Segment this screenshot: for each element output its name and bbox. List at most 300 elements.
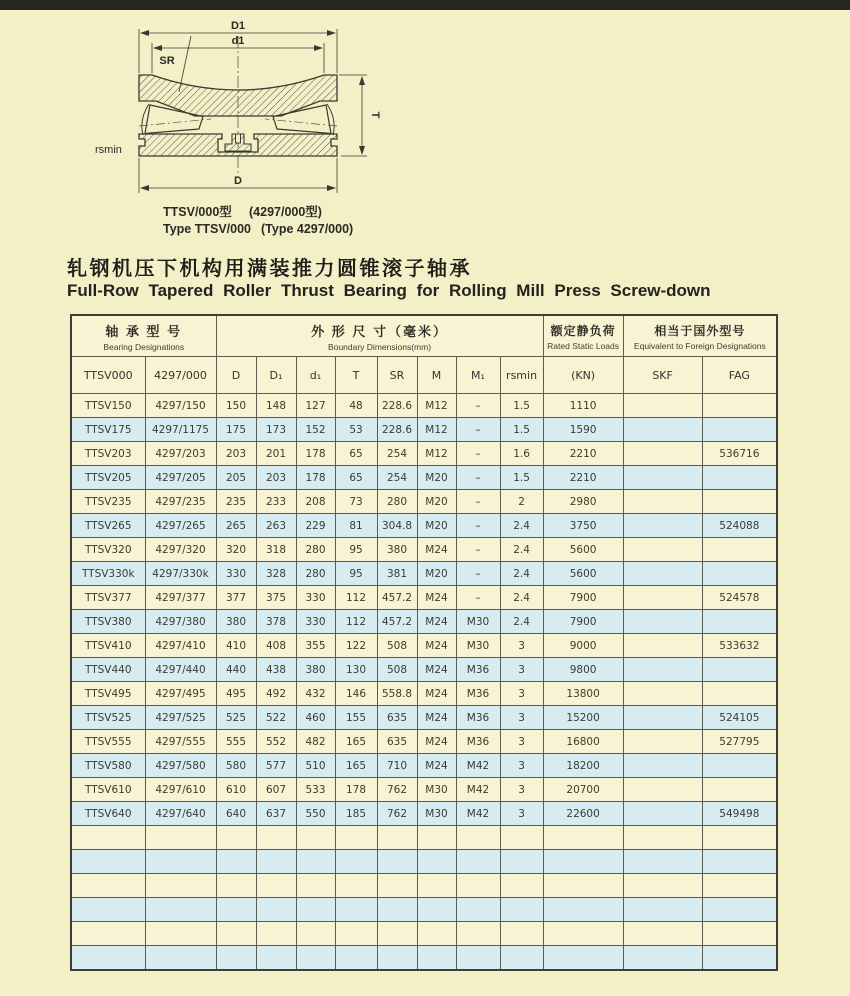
- table-cell: 330: [216, 562, 256, 586]
- table-cell: 2210: [543, 442, 623, 466]
- table-cell: 53: [335, 418, 377, 442]
- table-cell: 1110: [543, 394, 623, 418]
- table-cell: [702, 850, 777, 874]
- col-header-4297-000: 4297/000: [145, 357, 216, 394]
- dim-label-SR: SR: [159, 55, 175, 67]
- caption-type-en: Type TTSV/000: [163, 222, 251, 236]
- table-cell: [623, 418, 702, 442]
- table-cell: 233: [256, 490, 296, 514]
- table-cell: [216, 898, 256, 922]
- bearing-diagram-svg: [95, 16, 395, 208]
- table-cell: 377: [216, 586, 256, 610]
- table-cell: M24: [417, 634, 456, 658]
- table-cell: [335, 922, 377, 946]
- table-cell: 152: [296, 418, 335, 442]
- table-cell: 610: [216, 778, 256, 802]
- col-header-D: D: [216, 357, 256, 394]
- table-cell: [623, 922, 702, 946]
- dim-label-T: T: [369, 111, 381, 119]
- table-cell: [417, 922, 456, 946]
- table-cell: [335, 898, 377, 922]
- header-bearing-designations: [71, 315, 216, 357]
- table-cell: [623, 802, 702, 826]
- table-cell: 408: [256, 634, 296, 658]
- table-cell: [256, 922, 296, 946]
- table-row: [71, 586, 777, 610]
- table-cell: [216, 826, 256, 850]
- table-cell: 380: [216, 610, 256, 634]
- table-cell: [623, 730, 702, 754]
- table-cell: [623, 538, 702, 562]
- table-cell: 280: [296, 562, 335, 586]
- table-cell: TTSV555: [71, 730, 145, 754]
- table-cell: 203: [256, 466, 296, 490]
- table-cell: M36: [456, 706, 500, 730]
- table-cell: [702, 610, 777, 634]
- table-cell: 495: [216, 682, 256, 706]
- table-cell: 4297/440: [145, 658, 216, 682]
- table-cell: [256, 946, 296, 971]
- table-cell: [417, 850, 456, 874]
- table-cell: [256, 874, 296, 898]
- table-row: [71, 442, 777, 466]
- page-title-zh: 轧钢机压下机构用满装推力圆锥滚子轴承: [67, 258, 472, 280]
- table-cell: 254: [377, 466, 417, 490]
- table-cell: [145, 898, 216, 922]
- table-cell: [543, 898, 623, 922]
- table-row: [71, 562, 777, 586]
- col-header-D1: D₁: [256, 357, 296, 394]
- col-header-SR: SR: [377, 357, 417, 394]
- table-cell: 228.6: [377, 418, 417, 442]
- table-cell: 280: [296, 538, 335, 562]
- table-cell: 482: [296, 730, 335, 754]
- table-cell: TTSV205: [71, 466, 145, 490]
- table-cell: TTSV440: [71, 658, 145, 682]
- table-cell: 9000: [543, 634, 623, 658]
- table-cell: TTSV265: [71, 514, 145, 538]
- table-row-empty: [71, 898, 777, 922]
- table-cell: 304.8: [377, 514, 417, 538]
- table-cell: –: [456, 538, 500, 562]
- table-cell: [71, 922, 145, 946]
- table-cell: TTSV495: [71, 682, 145, 706]
- table-row-empty: [71, 946, 777, 971]
- diagram-caption: [163, 204, 353, 238]
- table-cell: 375: [256, 586, 296, 610]
- table-cell: M12: [417, 442, 456, 466]
- table-cell: 762: [377, 802, 417, 826]
- table-cell: 148: [256, 394, 296, 418]
- table-cell: TTSV580: [71, 754, 145, 778]
- table-cell: [702, 946, 777, 971]
- table-cell: [702, 466, 777, 490]
- table-cell: 549498: [702, 802, 777, 826]
- table-cell: [71, 898, 145, 922]
- table-cell: [456, 898, 500, 922]
- table-cell: M24: [417, 706, 456, 730]
- table-cell: 4297/380: [145, 610, 216, 634]
- dim-label-rsmin: rsmin: [95, 144, 122, 156]
- table-cell: 175: [216, 418, 256, 442]
- table-cell: 508: [377, 634, 417, 658]
- table-cell: 525: [216, 706, 256, 730]
- header-bearing-designations-en: Bearing Designations: [103, 341, 185, 352]
- table-cell: 2.4: [500, 514, 543, 538]
- table-cell: 18200: [543, 754, 623, 778]
- table-cell: 410: [216, 634, 256, 658]
- table-cell: 5600: [543, 562, 623, 586]
- table-cell: 457.2: [377, 610, 417, 634]
- table-cell: 15200: [543, 706, 623, 730]
- table-cell: 438: [256, 658, 296, 682]
- table-cell: 330: [296, 610, 335, 634]
- table-cell: [377, 874, 417, 898]
- table-cell: [543, 850, 623, 874]
- table-cell: [623, 658, 702, 682]
- header-boundary-dimensions-zh: 外 形 尺 寸（毫米）: [311, 323, 448, 339]
- table-row: [71, 466, 777, 490]
- table-cell: 2210: [543, 466, 623, 490]
- header-foreign-designations-en: Equivalent to Foreign Designations: [633, 340, 766, 351]
- table-cell: 3: [500, 682, 543, 706]
- table-cell: M24: [417, 754, 456, 778]
- col-header-M: M: [417, 357, 456, 394]
- table-cell: [456, 946, 500, 971]
- table-cell: [71, 826, 145, 850]
- table-cell: TTSV640: [71, 802, 145, 826]
- table-cell: 95: [335, 562, 377, 586]
- table-cell: [256, 898, 296, 922]
- table-cell: [145, 874, 216, 898]
- table-row-empty: [71, 850, 777, 874]
- table-cell: 265: [216, 514, 256, 538]
- table-cell: 165: [335, 754, 377, 778]
- table-cell: TTSV610: [71, 778, 145, 802]
- table-cell: 155: [335, 706, 377, 730]
- table-cell: [623, 442, 702, 466]
- table-cell: [702, 418, 777, 442]
- table-cell: M20: [417, 562, 456, 586]
- table-cell: 4297/320: [145, 538, 216, 562]
- table-cell: [623, 586, 702, 610]
- table-cell: [145, 826, 216, 850]
- table-cell: 2.4: [500, 586, 543, 610]
- table-cell: [623, 826, 702, 850]
- table-cell: [71, 874, 145, 898]
- col-header-FAG: FAG: [702, 357, 777, 394]
- table-cell: 320: [216, 538, 256, 562]
- table-cell: 4297/150: [145, 394, 216, 418]
- table-cell: [702, 538, 777, 562]
- table-cell: [377, 850, 417, 874]
- header-boundary-dimensions-en: Boundary Dimensions(mm): [328, 341, 432, 352]
- table-cell: 3: [500, 706, 543, 730]
- table-cell: 380: [296, 658, 335, 682]
- table-cell: 580: [216, 754, 256, 778]
- table-cell: 381: [377, 562, 417, 586]
- header-bearing-designations-zh: 轴 承 型 号: [105, 323, 183, 339]
- table-row: [71, 490, 777, 514]
- table-cell: M42: [456, 754, 500, 778]
- table-cell: [256, 826, 296, 850]
- table-cell: [702, 490, 777, 514]
- table-cell: [623, 610, 702, 634]
- table-cell: 3: [500, 802, 543, 826]
- col-header-d1: d₁: [296, 357, 335, 394]
- table-cell: 229: [296, 514, 335, 538]
- table-cell: TTSV320: [71, 538, 145, 562]
- table-row: [71, 418, 777, 442]
- table-cell: [543, 874, 623, 898]
- table-cell: [335, 946, 377, 971]
- table-cell: [296, 874, 335, 898]
- table-cell: [417, 946, 456, 971]
- table-cell: TTSV203: [71, 442, 145, 466]
- dim-label-d1: d1: [231, 35, 245, 47]
- table-cell: 65: [335, 466, 377, 490]
- table-cell: 9800: [543, 658, 623, 682]
- table-cell: 355: [296, 634, 335, 658]
- table-cell: 205: [216, 466, 256, 490]
- table-cell: –: [456, 418, 500, 442]
- table-cell: 558.8: [377, 682, 417, 706]
- table-cell: 2980: [543, 490, 623, 514]
- table-cell: 1.5: [500, 418, 543, 442]
- table-cell: [500, 946, 543, 971]
- table-cell: 112: [335, 610, 377, 634]
- table-cell: [377, 826, 417, 850]
- bearing-spec-table: [70, 314, 778, 971]
- table-cell: [702, 658, 777, 682]
- col-header-SKF: SKF: [623, 357, 702, 394]
- table-cell: 524578: [702, 586, 777, 610]
- table-cell: [702, 922, 777, 946]
- table-cell: 2.4: [500, 562, 543, 586]
- table-cell: 254: [377, 442, 417, 466]
- table-cell: M20: [417, 514, 456, 538]
- table-cell: 3: [500, 658, 543, 682]
- col-header-ttsv000: TTSV000: [71, 357, 145, 394]
- table-cell: [500, 898, 543, 922]
- col-header-T: T: [335, 357, 377, 394]
- table-cell: 460: [296, 706, 335, 730]
- header-rated-static-loads-en: Rated Static Loads: [547, 340, 619, 351]
- table-cell: 263: [256, 514, 296, 538]
- table-cell: 4297/265: [145, 514, 216, 538]
- table-cell: [456, 922, 500, 946]
- table-cell: 533632: [702, 634, 777, 658]
- table-cell: 432: [296, 682, 335, 706]
- table-cell: [623, 634, 702, 658]
- table-cell: –: [456, 562, 500, 586]
- table-cell: –: [456, 586, 500, 610]
- table-cell: 4297/377: [145, 586, 216, 610]
- table-cell: 635: [377, 730, 417, 754]
- table-cell: –: [456, 394, 500, 418]
- table-cell: 635: [377, 706, 417, 730]
- table-cell: 440: [216, 658, 256, 682]
- table-cell: [216, 946, 256, 971]
- table-cell: [702, 754, 777, 778]
- table-cell: [623, 562, 702, 586]
- bearing-cross-section-diagram: [95, 16, 395, 208]
- table-cell: 524105: [702, 706, 777, 730]
- spec-table-body: [71, 394, 777, 971]
- table-row: [71, 730, 777, 754]
- table-cell: [623, 394, 702, 418]
- table-cell: TTSV150: [71, 394, 145, 418]
- table-cell: 235: [216, 490, 256, 514]
- table-cell: M20: [417, 466, 456, 490]
- table-cell: [456, 874, 500, 898]
- table-cell: [71, 946, 145, 971]
- table-cell: [335, 874, 377, 898]
- table-cell: M24: [417, 682, 456, 706]
- table-cell: 4297/205: [145, 466, 216, 490]
- table-cell: [623, 946, 702, 971]
- table-cell: 4297/1175: [145, 418, 216, 442]
- table-cell: 203: [216, 442, 256, 466]
- table-cell: 522: [256, 706, 296, 730]
- table-cell: 165: [335, 730, 377, 754]
- table-cell: 130: [335, 658, 377, 682]
- table-row: [71, 514, 777, 538]
- table-cell: 3: [500, 634, 543, 658]
- table-cell: 7900: [543, 610, 623, 634]
- page-top-band: [0, 0, 850, 10]
- table-cell: TTSV175: [71, 418, 145, 442]
- table-cell: 550: [296, 802, 335, 826]
- dimension-T: [339, 75, 367, 156]
- table-cell: 555: [216, 730, 256, 754]
- table-cell: TTSV410: [71, 634, 145, 658]
- table-cell: [702, 562, 777, 586]
- table-cell: 201: [256, 442, 296, 466]
- table-cell: [296, 898, 335, 922]
- page-title-en: Full-Row Tapered Roller Thrust Bearing for Rolling Mill Press Screw-down: [67, 281, 711, 300]
- table-cell: TTSV377: [71, 586, 145, 610]
- table-cell: [500, 826, 543, 850]
- table-cell: 710: [377, 754, 417, 778]
- table-cell: 510: [296, 754, 335, 778]
- table-cell: [500, 874, 543, 898]
- table-cell: 3: [500, 778, 543, 802]
- table-cell: 607: [256, 778, 296, 802]
- table-cell: [623, 778, 702, 802]
- table-cell: 2.4: [500, 538, 543, 562]
- sr-leader-line: [179, 36, 191, 92]
- table-cell: [377, 946, 417, 971]
- table-cell: 533: [296, 778, 335, 802]
- table-cell: 7900: [543, 586, 623, 610]
- table-cell: [145, 946, 216, 971]
- center-pin-slot: [236, 134, 241, 143]
- table-cell: [417, 874, 456, 898]
- table-cell: M12: [417, 418, 456, 442]
- table-cell: [623, 850, 702, 874]
- table-cell: [702, 898, 777, 922]
- table-cell: –: [456, 466, 500, 490]
- table-cell: M30: [456, 634, 500, 658]
- table-cell: 1.5: [500, 394, 543, 418]
- table-cell: 13800: [543, 682, 623, 706]
- table-cell: –: [456, 442, 500, 466]
- table-cell: [623, 874, 702, 898]
- table-cell: [335, 826, 377, 850]
- header-boundary-dimensions: [216, 315, 543, 357]
- table-cell: 81: [335, 514, 377, 538]
- header-rated-static-loads-zh: 额定静负荷: [550, 323, 616, 338]
- table-row: [71, 706, 777, 730]
- table-cell: [71, 850, 145, 874]
- table-cell: 1.6: [500, 442, 543, 466]
- table-cell: [296, 850, 335, 874]
- table-cell: [623, 898, 702, 922]
- table-cell: 577: [256, 754, 296, 778]
- table-cell: M24: [417, 538, 456, 562]
- table-cell: M36: [456, 682, 500, 706]
- table-cell: M24: [417, 586, 456, 610]
- table-cell: [145, 922, 216, 946]
- table-row-empty: [71, 874, 777, 898]
- table-cell: [623, 514, 702, 538]
- table-cell: [335, 850, 377, 874]
- table-row-empty: [71, 826, 777, 850]
- col-header-M1: M₁: [456, 357, 500, 394]
- table-cell: 492: [256, 682, 296, 706]
- table-cell: 378: [256, 610, 296, 634]
- table-cell: 4297/203: [145, 442, 216, 466]
- table-cell: M24: [417, 730, 456, 754]
- table-cell: M30: [417, 802, 456, 826]
- header-rated-static-loads: [543, 315, 623, 357]
- header-foreign-designations-zh: 相当于国外型号: [654, 323, 746, 338]
- table-cell: [623, 490, 702, 514]
- table-cell: [377, 898, 417, 922]
- table-cell: 637: [256, 802, 296, 826]
- table-cell: [456, 826, 500, 850]
- caption-type-zh: TTSV/000型: [163, 205, 232, 219]
- table-cell: 4297/610: [145, 778, 216, 802]
- table-cell: [623, 754, 702, 778]
- table-cell: 95: [335, 538, 377, 562]
- table-cell: M24: [417, 658, 456, 682]
- caption-type-alt-zh: (4297/000型): [249, 205, 322, 219]
- table-cell: 4297/330k: [145, 562, 216, 586]
- table-cell: 318: [256, 538, 296, 562]
- table-cell: 22600: [543, 802, 623, 826]
- table-cell: 640: [216, 802, 256, 826]
- table-cell: 4297/525: [145, 706, 216, 730]
- table-cell: [377, 922, 417, 946]
- table-cell: [216, 874, 256, 898]
- table-row: [71, 754, 777, 778]
- table-row: [71, 682, 777, 706]
- table-cell: 1590: [543, 418, 623, 442]
- table-cell: [543, 826, 623, 850]
- table-cell: TTSV525: [71, 706, 145, 730]
- table-cell: [623, 466, 702, 490]
- table-cell: [623, 706, 702, 730]
- table-cell: 178: [335, 778, 377, 802]
- table-cell: M36: [456, 730, 500, 754]
- table-cell: 3: [500, 754, 543, 778]
- table-cell: 127: [296, 394, 335, 418]
- table-cell: 380: [377, 538, 417, 562]
- table-cell: [256, 850, 296, 874]
- table-cell: [417, 898, 456, 922]
